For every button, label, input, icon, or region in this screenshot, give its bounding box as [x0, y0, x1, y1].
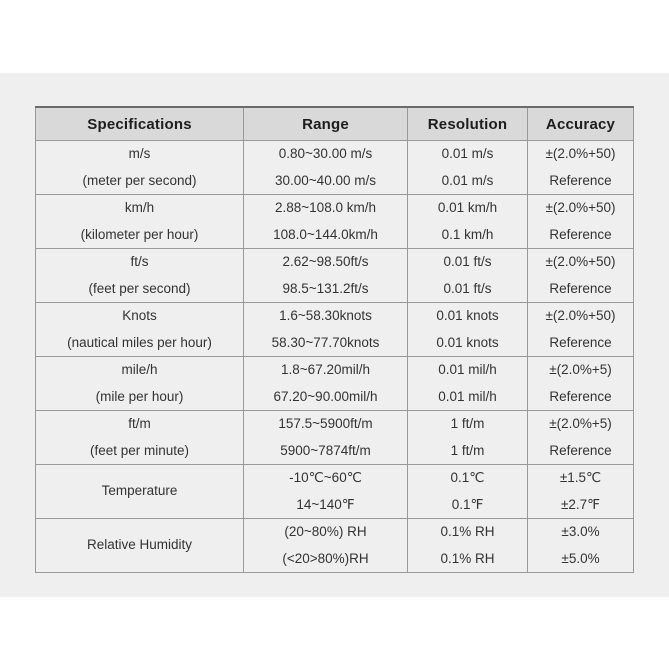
accuracy-line: Reference: [549, 442, 612, 458]
range-line: 1.8~67.20mil/h: [281, 362, 370, 377]
table-row: [36, 519, 634, 573]
range-line: -10℃~60℃: [289, 470, 362, 485]
spec-table-body: [36, 141, 634, 573]
accuracy-line: ±(2.0%+50): [545, 200, 616, 215]
spec-line: km/h: [124, 200, 155, 215]
resolution-cell: [408, 411, 528, 465]
spec-cell: [36, 465, 244, 519]
range-line: 108.0~144.0km/h: [273, 226, 378, 242]
resolution-line: 0.01 mil/h: [438, 388, 497, 404]
spec-line: (kilometer per hour): [80, 226, 199, 242]
accuracy-cell: [528, 411, 634, 465]
range-cell: [244, 141, 408, 195]
accuracy-line: Reference: [549, 172, 612, 188]
resolution-line: 0.01 m/s: [441, 172, 494, 188]
resolution-line: 0.1% RH: [440, 524, 495, 539]
accuracy-line: ±3.0%: [561, 524, 600, 539]
resolution-line: 0.1% RH: [440, 550, 495, 566]
range-line: 30.00~40.00 m/s: [275, 172, 376, 188]
range-line: 1.6~58.30knots: [279, 308, 372, 323]
spec-cell: [36, 411, 244, 465]
resolution-line: 0.1 km/h: [441, 226, 494, 242]
spec-cell: [36, 357, 244, 411]
resolution-cell: [408, 519, 528, 573]
spec-line: Knots: [122, 308, 157, 323]
range-line: 67.20~90.00mil/h: [273, 388, 378, 404]
range-cell: [244, 249, 408, 303]
range-line: 0.80~30.00 m/s: [278, 146, 373, 161]
range-cell: [244, 411, 408, 465]
resolution-cell: [408, 465, 528, 519]
header-range: Range: [244, 107, 408, 141]
spec-line: (feet per minute): [89, 442, 190, 458]
range-cell: [244, 357, 408, 411]
accuracy-line: Reference: [549, 334, 612, 350]
table-row: [36, 465, 634, 519]
resolution-line: 0.01 m/s: [441, 146, 494, 161]
spec-cell: [36, 195, 244, 249]
accuracy-line: Reference: [549, 388, 612, 404]
range-cell: [244, 303, 408, 357]
accuracy-line: ±(2.0%+5): [549, 416, 612, 431]
accuracy-cell: [528, 195, 634, 249]
spec-section: [0, 73, 669, 597]
spec-line: (feet per second): [88, 280, 191, 296]
table-row: [36, 303, 634, 357]
spec-line: Temperature: [101, 483, 178, 499]
table-header-row: [36, 107, 634, 141]
range-cell: [244, 519, 408, 573]
table-row: [36, 357, 634, 411]
spec-line: mile/h: [121, 362, 158, 377]
spec-line: ft/m: [128, 416, 151, 431]
resolution-line: 0.01 km/h: [437, 200, 498, 215]
spec-cell: [36, 519, 244, 573]
resolution-line: 0.01 ft/s: [443, 280, 492, 296]
spec-cell: [36, 303, 244, 357]
accuracy-line: Reference: [549, 280, 612, 296]
resolution-line: 0.01 knots: [436, 334, 499, 350]
resolution-cell: [408, 249, 528, 303]
range-line: (20~80%) RH: [284, 524, 367, 539]
range-line: 157.5~5900ft/m: [278, 416, 373, 431]
range-cell: [244, 195, 408, 249]
table-row: [36, 195, 634, 249]
resolution-cell: [408, 195, 528, 249]
accuracy-line: ±2.7℉: [560, 496, 601, 512]
accuracy-line: ±(2.0%+50): [545, 146, 616, 161]
spec-line: ft/s: [130, 254, 149, 269]
resolution-line: 0.01 knots: [436, 308, 499, 323]
spec-line: (nautical miles per hour): [67, 334, 212, 350]
resolution-cell: [408, 303, 528, 357]
resolution-line: 0.01 mil/h: [438, 362, 497, 377]
specifications-table: [35, 106, 634, 573]
spec-line: Relative Humidity: [86, 537, 193, 553]
accuracy-line: ±(2.0%+5): [549, 362, 612, 377]
accuracy-cell: [528, 465, 634, 519]
range-cell: [244, 465, 408, 519]
accuracy-line: Reference: [549, 226, 612, 242]
range-line: 98.5~131.2ft/s: [282, 280, 369, 296]
spec-cell: [36, 141, 244, 195]
accuracy-cell: [528, 249, 634, 303]
accuracy-cell: [528, 303, 634, 357]
range-line: 2.62~98.50ft/s: [282, 254, 369, 269]
table-row: [36, 411, 634, 465]
resolution-line: 0.1℉: [451, 496, 484, 512]
spec-line: (mile per hour): [95, 388, 184, 404]
spec-line: (meter per second): [82, 172, 197, 188]
spec-line: m/s: [128, 146, 151, 161]
resolution-line: 0.1℃: [450, 470, 485, 485]
range-line: 58.30~77.70knots: [271, 334, 380, 350]
header-accuracy: Accuracy: [528, 107, 634, 141]
resolution-cell: [408, 141, 528, 195]
resolution-cell: [408, 357, 528, 411]
accuracy-line: ±(2.0%+50): [545, 308, 616, 323]
accuracy-cell: [528, 519, 634, 573]
range-line: 2.88~108.0 km/h: [275, 200, 376, 215]
range-line: 14~140℉: [296, 496, 355, 512]
resolution-line: 1 ft/m: [450, 416, 485, 431]
header-specifications: Specifications: [36, 107, 244, 141]
range-line: 5900~7874ft/m: [280, 442, 371, 458]
table-row: [36, 141, 634, 195]
header-resolution: Resolution: [408, 107, 528, 141]
accuracy-cell: [528, 141, 634, 195]
table-row: [36, 249, 634, 303]
accuracy-line: ±5.0%: [561, 550, 600, 566]
resolution-line: 1 ft/m: [450, 442, 485, 458]
accuracy-line: ±1.5℃: [559, 470, 602, 485]
range-line: (<20>80%)RH: [282, 550, 369, 566]
accuracy-cell: [528, 357, 634, 411]
resolution-line: 0.01 ft/s: [443, 254, 492, 269]
accuracy-line: ±(2.0%+50): [545, 254, 616, 269]
spec-cell: [36, 249, 244, 303]
